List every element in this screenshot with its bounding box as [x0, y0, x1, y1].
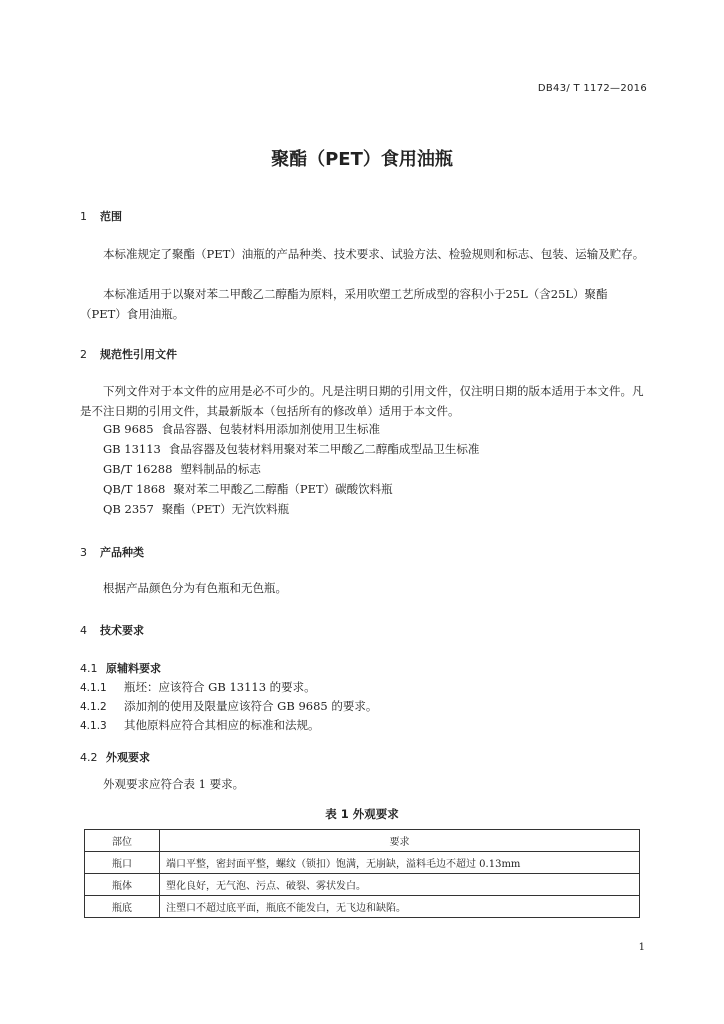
- section-number: 3: [80, 546, 87, 559]
- section-title: 范围: [100, 210, 122, 223]
- reference-title: 塑料制品的标志: [180, 462, 261, 476]
- section-2-heading: [80, 346, 177, 362]
- table-row: [85, 896, 640, 918]
- reference-title: 食品容器及包装材料用聚对苯二甲酸乙二醇酯成型品卫生标准: [168, 442, 480, 456]
- reference-code: GB 9685: [103, 422, 154, 436]
- clause-text: 瓶坯：应该符合 GB 13113 的要求。: [124, 680, 316, 694]
- table-header-cell: 要求: [160, 830, 640, 852]
- subsection-4-2-heading: [80, 749, 150, 765]
- table-row: [85, 852, 640, 874]
- reference-item: [103, 421, 380, 437]
- section-title: 产品种类: [100, 546, 144, 559]
- reference-code: GB 13113: [103, 442, 161, 456]
- section-title: 规范性引用文件: [100, 348, 177, 361]
- table-cell-part: 瓶口: [85, 852, 160, 874]
- subsection-4-2-paragraph: 外观要求应符合表 1 要求。: [103, 777, 245, 791]
- reference-code: QB/T 1868: [103, 482, 166, 496]
- subsection-4-1-heading: [80, 660, 161, 676]
- clause-item: [80, 717, 320, 733]
- reference-code: QB 2357: [103, 502, 154, 516]
- reference-item: [103, 441, 479, 457]
- clause-item: [80, 679, 316, 695]
- section-4-heading: [80, 622, 144, 638]
- section-3-heading: [80, 544, 144, 560]
- table-header-row: [85, 830, 640, 852]
- document-title: 聚酯（PET）食用油瓶: [271, 149, 453, 170]
- section-1-heading: [80, 208, 122, 224]
- clause-item: [80, 698, 377, 714]
- reference-item: [103, 481, 393, 497]
- subsection-number: 4.1: [80, 662, 98, 675]
- reference-title: 食品容器、包装材料用添加剂使用卫生标准: [161, 422, 381, 436]
- reference-item: [103, 501, 289, 517]
- subsection-number: 4.2: [80, 751, 98, 764]
- table-cell-requirement: 塑化良好，无气泡、污点、破裂、雾状发白。: [160, 874, 640, 896]
- reference-title: 聚酯（PET）无汽饮料瓶: [161, 502, 290, 516]
- section-number: 4: [80, 624, 87, 637]
- appearance-requirements-table: [84, 829, 640, 918]
- table-cell-part: 瓶体: [85, 874, 160, 896]
- clause-number: 4.1.2: [80, 701, 107, 713]
- section-number: 2: [80, 348, 87, 361]
- section-3-paragraph-1: 根据产品颜色分为有色瓶和无色瓶。: [103, 581, 287, 595]
- subsection-title: 原辅料要求: [106, 662, 161, 675]
- reference-title: 聚对苯二甲酸乙二醇酯（PET）碳酸饮料瓶: [173, 482, 393, 496]
- table-cell-requirement: 注塑口不超过底平面，瓶底不能发白，无飞边和缺陷。: [160, 896, 640, 918]
- reference-item: [103, 461, 261, 477]
- section-1-paragraph-1: 本标准规定了聚酯（PET）油瓶的产品种类、技术要求、试验方法、检验规则和标志、包装、运输及贮存。: [103, 247, 645, 261]
- reference-code: GB/T 16288: [103, 462, 173, 476]
- table-header-cell: 部位: [85, 830, 160, 852]
- page-number: 1: [638, 942, 645, 953]
- clause-number: 4.1.1: [80, 682, 107, 694]
- subsection-title: 外观要求: [106, 751, 150, 764]
- section-1-paragraph-2: 本标准适用于以聚对苯二甲酸乙二醇酯为原料，采用吹塑工艺所成型的容积小于25L（含25L）聚酯（PET）食用油瓶。: [80, 287, 608, 321]
- table-caption: 表 1 外观要求: [325, 807, 399, 821]
- section-title: 技术要求: [100, 624, 144, 637]
- section-2-paragraph-1: 下列文件对于本文件的应用是必不可少的。凡是注明日期的引用文件，仅注明日期的版本适用于本文件。凡是不注日期的引用文件，其最新版本（包括所有的修改单）适用于本文件。: [80, 384, 644, 418]
- clause-text: 其他原料应符合其相应的标准和法规。: [124, 718, 320, 732]
- table-cell-requirement: 端口平整，密封面平整，螺纹（锁扣）饱满，无崩缺，溢料毛边不超过 0.13mm: [160, 852, 640, 874]
- table-cell-part: 瓶底: [85, 896, 160, 918]
- standard-number: DB43/ T 1172—2016: [537, 83, 647, 94]
- clause-number: 4.1.3: [80, 720, 107, 732]
- section-number: 1: [80, 210, 87, 223]
- table-row: [85, 874, 640, 896]
- clause-text: 添加剂的使用及限量应该符合 GB 9685 的要求。: [124, 699, 378, 713]
